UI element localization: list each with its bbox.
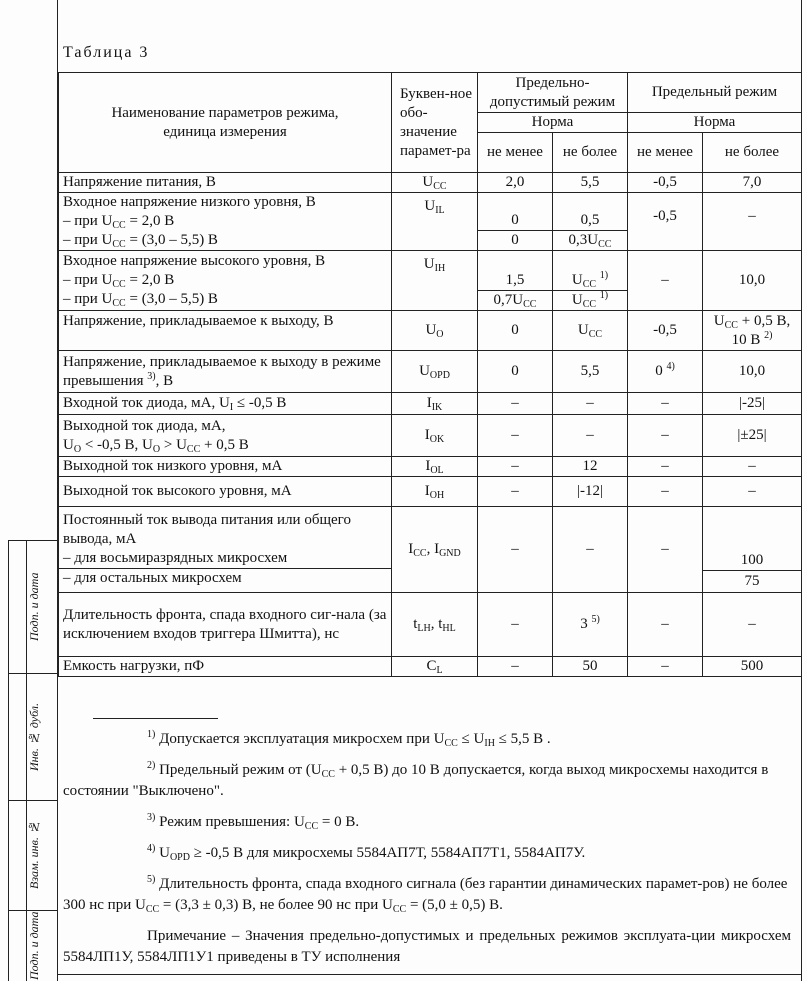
footnotes [63, 718, 791, 968]
cell-value: 0 [478, 193, 553, 231]
cell-value: 10,0 [703, 251, 802, 311]
table-note: Примечание – Значения предельно-допустимых и предельных режимов эксплуата-ции микросхем 5584ЛП1У, 5584ЛП1У1 приведены в ТУ исполнения [63, 928, 791, 965]
header-max-allowable: Предельно-допустимый режим [478, 73, 628, 113]
table-row [59, 311, 802, 351]
table-row [59, 251, 802, 291]
cell-value: 12 [553, 457, 628, 477]
table-row [59, 193, 802, 231]
header-min-2: не менее [628, 133, 703, 173]
cell-value: – [478, 657, 553, 677]
cell-value: – [478, 415, 553, 457]
cell-value: 0 $^{4)}$ [628, 351, 703, 393]
cell-value: – [628, 251, 703, 311]
cell-value: $0,7U_{CC}$ [478, 291, 553, 311]
footnote-4: $^{4)}$ $U_{OPD} \ge -0,5$ В для микросхемы 5584АП7Т, 5584АП7Т1, 5584АП7У. [147, 843, 586, 863]
cell-value: – [628, 415, 703, 457]
cell-value: – [478, 477, 553, 507]
cell-value: – [478, 393, 553, 415]
side-label-signature-date: Подп. и дата [27, 572, 41, 641]
cell-value: – [628, 457, 703, 477]
row-name: Входной ток диода, мА, $U_I \le -0,5$ В [59, 393, 392, 415]
cell-value: 500 [703, 657, 802, 677]
cell-value: 75 [703, 571, 802, 593]
header-norm-2: Норма [628, 113, 802, 133]
cell-value: – [478, 507, 553, 593]
table-row [59, 173, 802, 193]
cell-value: – [628, 593, 703, 657]
side-label-duplicate-inv: Инв. № дубл. [27, 702, 41, 771]
header-limit: Предельный режим [628, 73, 802, 113]
header-row-1 [59, 73, 802, 113]
row-name: Длительность фронта, спада входного сиг-нала (за исключением входов триггера Шмитта), нс [59, 593, 392, 657]
side-label-replace-inv: Взам. инв. № [27, 820, 41, 890]
row-symbol: $I_{OH}$ [392, 477, 478, 507]
cell-value: – [478, 457, 553, 477]
cell-value: 7,0 [703, 173, 802, 193]
cell-value: |±25| [703, 415, 802, 457]
table-title: Таблица 3 [63, 44, 150, 61]
cell-value: 50 [553, 657, 628, 677]
footnote-1: $^{1)}$ Допускается эксплуатация микросхем при $U_{CC} \le U_{IH} \le 5,5$ В . [147, 729, 551, 749]
row-name: Напряжение, прикладываемое к выходу, В [59, 311, 392, 351]
cell-value: – [703, 477, 802, 507]
row-symbol: $U_{IH}$ [392, 251, 478, 311]
table-row [59, 507, 802, 571]
footnote-rule [93, 718, 218, 719]
cell-value: 2,0 [478, 173, 553, 193]
cell-value: 1,5 [478, 251, 553, 291]
cell-value: 10,0 [703, 351, 802, 393]
cell-value: – [553, 415, 628, 457]
table-row [59, 457, 802, 477]
cell-value: – [628, 477, 703, 507]
row-name: Емкость нагрузки, пФ [59, 657, 392, 677]
cell-value: – [703, 457, 802, 477]
cell-value: 100 [703, 507, 802, 571]
cell-value: – [628, 393, 703, 415]
cell-value: 5,5 [553, 173, 628, 193]
cell-value: -0,5 [628, 173, 703, 193]
row-symbol: $I_{OK}$ [392, 415, 478, 457]
cell-value: $U_{CC} + 0,5$ В, 10 В $^{2)}$ [703, 311, 802, 351]
cell-value: |-25| [703, 393, 802, 415]
cell-value: $U_{CC}$ $^{1)}$ [553, 251, 628, 291]
header-max-2: не более [703, 133, 802, 173]
cell-value: |-12| [553, 477, 628, 507]
side-stamp-strip [8, 540, 57, 981]
table-row [59, 477, 802, 507]
parameters-table [58, 72, 802, 677]
row-symbol: $U_O$ [392, 311, 478, 351]
cell-value: $U_{CC}$ [553, 311, 628, 351]
cell-value: 0,5 [553, 193, 628, 231]
header-norm-1: Норма [478, 113, 628, 133]
cell-value: – [478, 593, 553, 657]
side-label-signature-date-2: Подп. и дата [27, 911, 41, 980]
cell-value: – [703, 593, 802, 657]
cell-value: 0 [478, 351, 553, 393]
cell-value: – [628, 507, 703, 593]
row-name: Выходной ток диода, мА, $U_O < -0,5$ В, $U_O > U_{CC} + 0,5$ В [59, 415, 392, 457]
row-name: Выходной ток низкого уровня, мА [59, 457, 392, 477]
row-name: Входное напряжение высокого уровня, В – при $U_{CC} = 2,0$ В – при $U_{CC} = (3,0 - 5,5)$ В [59, 251, 392, 311]
page-frame-bottom [57, 974, 802, 975]
header-symbol: Буквен-ное обо-значение парамет-ра [392, 73, 478, 173]
cell-value: – [628, 657, 703, 677]
cell-value: -0,5 [628, 311, 703, 351]
cell-value: -0,5 [628, 193, 703, 251]
row-name: Выходной ток высокого уровня, мА [59, 477, 392, 507]
cell-value: 5,5 [553, 351, 628, 393]
table-row [59, 351, 802, 393]
row-symbol: $U_{CC}$ [392, 173, 478, 193]
cell-value: $0,3U_{CC}$ [553, 231, 628, 251]
row-symbol: $U_{OPD}$ [392, 351, 478, 393]
footnote-3: $^{3)}$ Режим превышения: $U_{CC} = 0$ В. [147, 812, 360, 832]
row-symbol: $C_L$ [392, 657, 478, 677]
cell-value: – [703, 193, 802, 251]
row-symbol: $I_{OL}$ [392, 457, 478, 477]
cell-value: – [553, 393, 628, 415]
table-row [59, 657, 802, 677]
row-symbol: $I_{CC}$, $I_{GND}$ [392, 507, 478, 593]
header-max-1: не более [553, 133, 628, 173]
table-row [59, 415, 802, 457]
row-name: Напряжение, прикладываемое к выходу в режиме превышения $^{3)}$, В [59, 351, 392, 393]
table-row [59, 593, 802, 657]
row-symbol: $t_{LH}$, $t_{HL}$ [392, 593, 478, 657]
footnote-5: $^{5)}$ Длительность фронта, спада входного сигнала (без гарантии динамических парамет-ров) не более 300 нс при $U_{CC} = (3,3 \pm 0,3)$ В, не более 90 нс при $U_{CC} = (5,0 \pm 0,5)$ В. [63, 874, 788, 915]
header-name: Наименование параметров режима, единица измерения [59, 73, 392, 173]
row-name: Напряжение питания, В [59, 173, 392, 193]
row-symbol: $I_{IK}$ [392, 393, 478, 415]
row-name: Постоянный ток вывода питания или общего вывода, мА – для восьмиразрядных микросхем – для остальных микросхем [59, 507, 392, 593]
cell-value: 0 [478, 311, 553, 351]
row-symbol: $U_{IL}$ [392, 193, 478, 251]
cell-value: 0 [478, 231, 553, 251]
footnote-2: $^{2)}$ Предельный режим от ($U_{CC} + 0,5$ В) до 10 В допускается, когда выход микросхемы находится в состоянии "Выключено". [63, 760, 769, 799]
cell-value: 3 $^{5)}$ [553, 593, 628, 657]
cell-value: – [553, 507, 628, 593]
cell-value: $U_{CC}$ $^{1)}$ [553, 291, 628, 311]
table-row [59, 393, 802, 415]
header-min-1: не менее [478, 133, 553, 173]
row-name: Входное напряжение низкого уровня, В – при $U_{CC} = 2,0$ В – при $U_{CC} = (3,0 - 5,5)$ В [59, 193, 392, 251]
